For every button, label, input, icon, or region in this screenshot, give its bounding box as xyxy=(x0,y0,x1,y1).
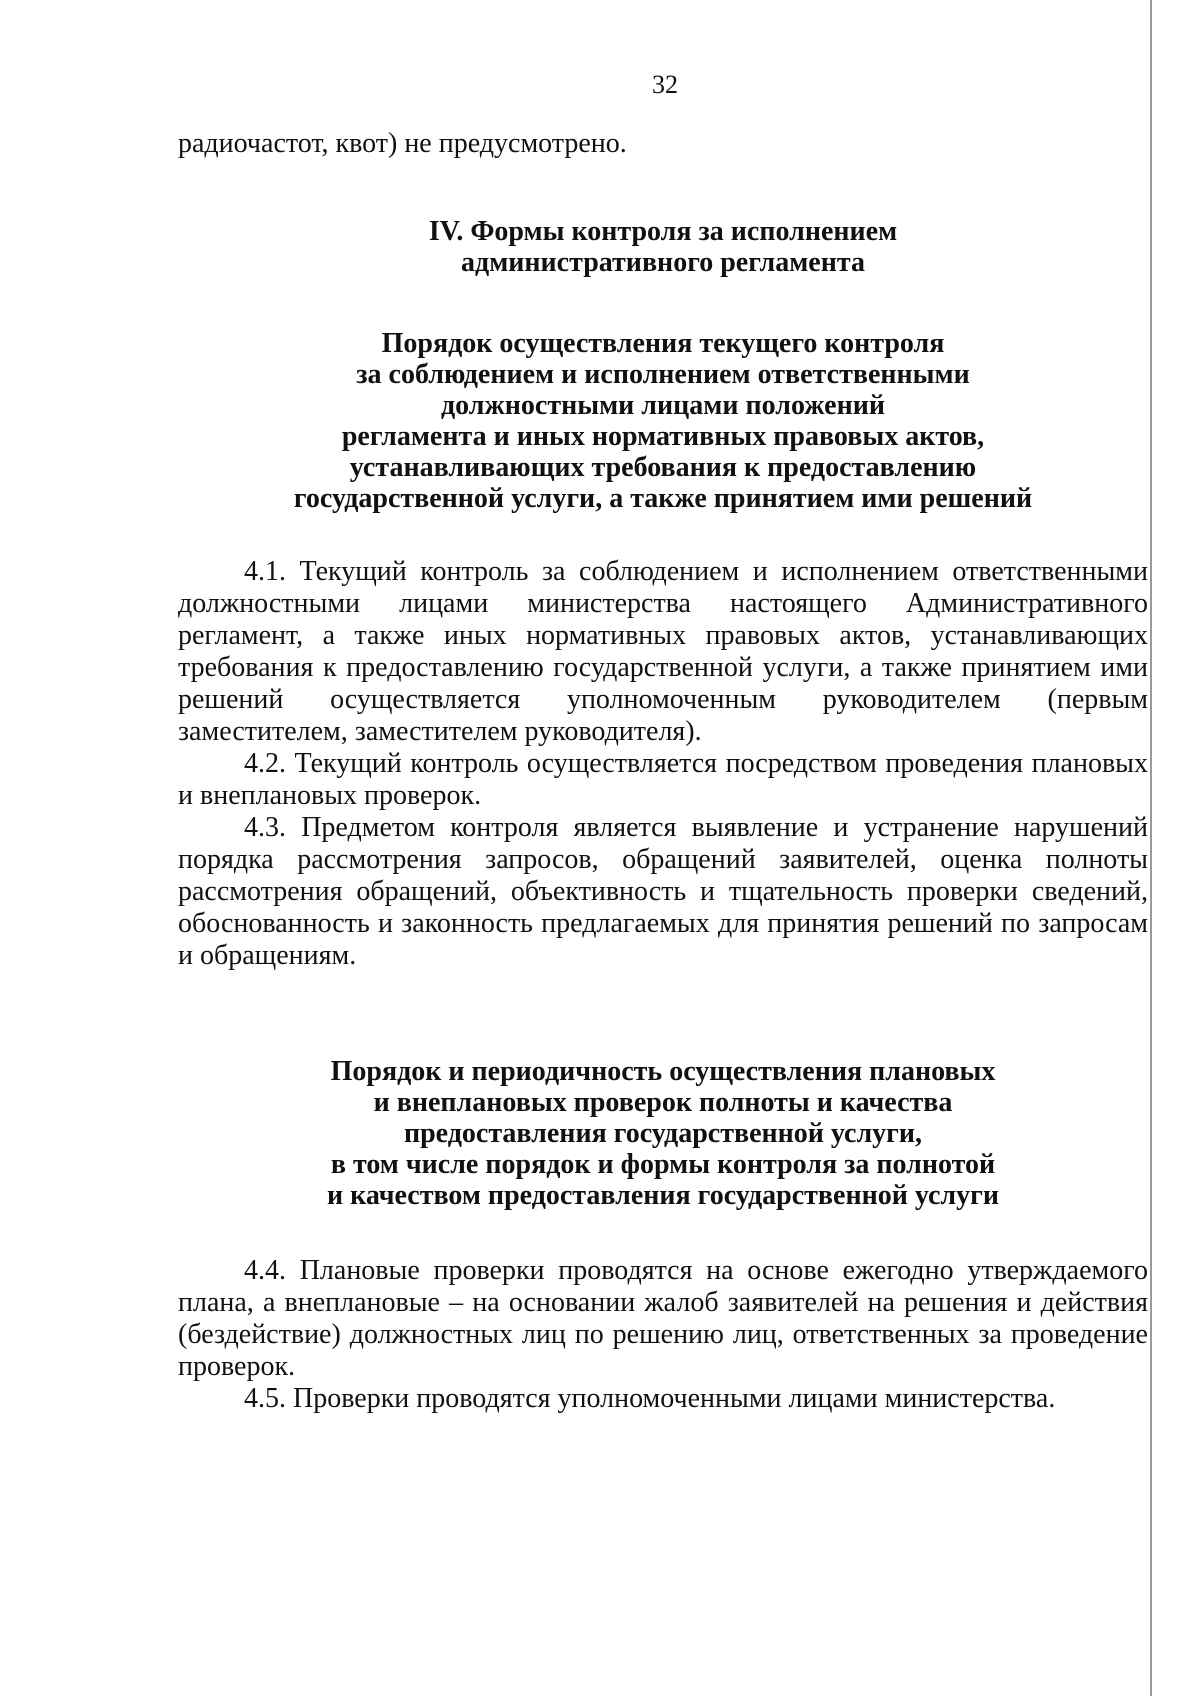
page-number: 32 xyxy=(652,70,678,99)
subheading-inspections xyxy=(178,1056,1148,1211)
subheading-line: предоставления государственной услуги, xyxy=(403,1118,923,1149)
subheading-line: устанавливающих требования к предоставлению xyxy=(349,452,977,483)
paragraph-4-4: 4.4. Плановые проверки проводятся на основе ежегодно утверждаемого плана, а внеплановые – на основании жалоб заявителей на решения и действия (бездействие) должностных лиц по решению лиц, ответственных за проведение проверок. xyxy=(178,1255,1148,1382)
paragraph-4-3: 4.3. Предметом контроля является выявление и устранение нарушений порядка рассмотрения запросов, обращений заявителей, оценка полноты рассмотрения обращений, объективность и тщательность проверки сведений, обоснованность и законность предлагаемых для принятия решений по запросам и обращениям. xyxy=(178,812,1148,971)
lead-text: радиочастот, квот) не предусмотрено. xyxy=(178,128,627,159)
subheading-line: в том числе порядок и формы контроля за полнотой xyxy=(330,1149,996,1180)
subheading-current-control xyxy=(178,328,1148,514)
subheading-line: Порядок осуществления текущего контроля xyxy=(381,328,945,359)
subheading-line: государственной услуги, а также принятием ими решений xyxy=(293,483,1033,514)
section-heading-line: IV. Формы контроля за исполнением xyxy=(428,216,898,247)
subheading-line: и внеплановых проверок полноты и качества xyxy=(373,1087,953,1118)
subheading-line: за соблюдением и исполнением ответственными xyxy=(356,359,970,390)
paragraph-4-5: 4.5. Проверки проводятся уполномоченными лицами министерства. xyxy=(244,1383,1056,1414)
page-edge-line xyxy=(1150,0,1152,1696)
subheading-line: должностными лицами положений xyxy=(440,390,886,421)
section-heading-line: административного регламента xyxy=(461,247,865,278)
subheading-line: регламента и иных нормативных правовых актов, xyxy=(341,421,985,452)
section-heading xyxy=(178,216,1148,278)
paragraph-4-1: 4.1. Текущий контроль за соблюдением и исполнением ответственными должностными лицами министерства настоящего Административного регламент, а также иных нормативных правовых актов, устанавливающих требования к предоставлению государственной услуги, а также принятием ими решений осуществляется уполномоченным руководителем (первым заместителем, заместителем руководителя). xyxy=(178,556,1148,747)
subheading-line: Порядок и периодичность осуществления плановых xyxy=(330,1056,996,1087)
document-body xyxy=(178,128,1148,1415)
subheading-line: и качеством предоставления государственной услуги xyxy=(327,1180,999,1211)
paragraph-4-2: 4.2. Текущий контроль осуществляется посредством проведения плановых и внеплановых проверок. xyxy=(178,748,1148,811)
